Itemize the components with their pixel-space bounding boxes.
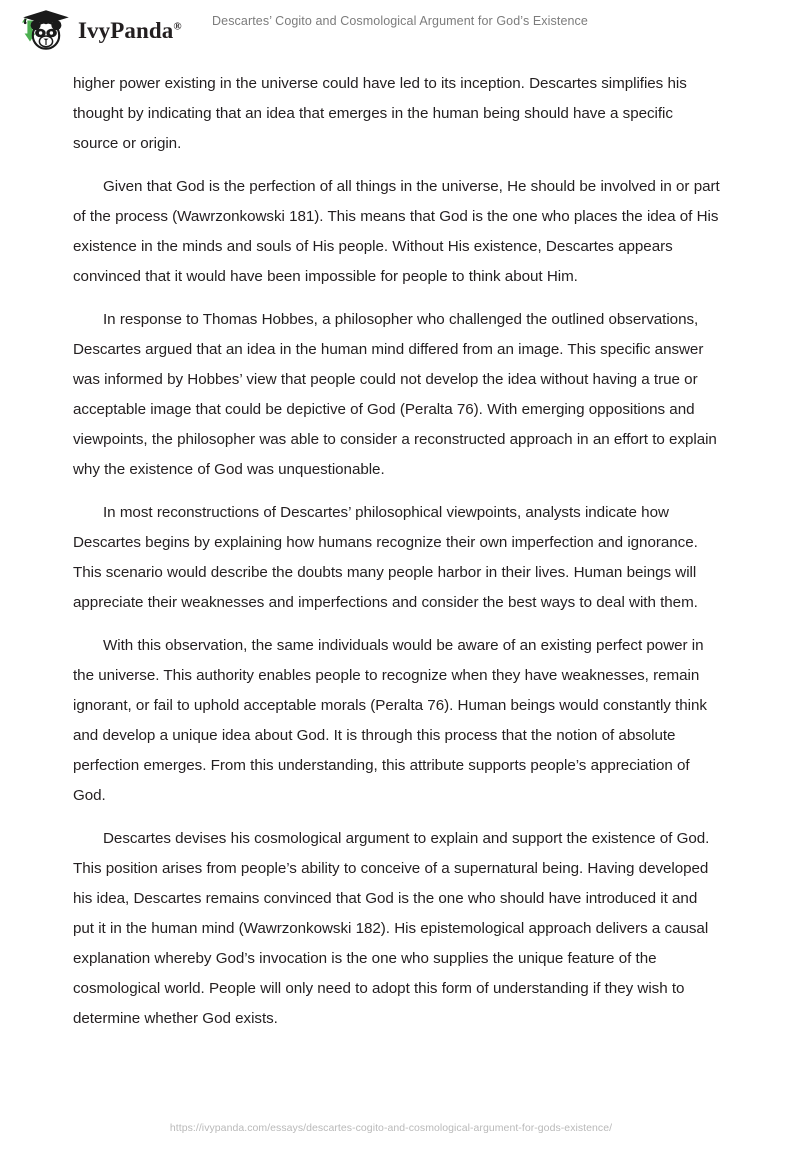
paragraph: Given that God is the perfection of all things in the universe, He should be involved in or part of the process (Wawrzonkowski 181). This means that God is the one who places the idea of His existence in the minds and souls of His people. Without His existence, Descartes appears convinced that it would have been impossible for people to think about Him. xyxy=(73,178,720,285)
registered-trademark-icon: ® xyxy=(173,19,182,32)
paragraph: higher power existing in the universe could have led to its inception. Descartes simplifies his thought by indicating that an idea that emerges in the human being should have a specific source or origin. xyxy=(73,75,687,152)
paragraph: In most reconstructions of Descartes’ philosophical viewpoints, analysts indicate how Descartes begins by explaining how humans recognize their own imperfection and ignorance. This scenario would describe the doubts many people harbor in their lives. Human beings will appreciate their weaknesses and imperfections and consider the best ways to deal with them. xyxy=(73,504,698,611)
paragraph: In response to Thomas Hobbes, a philosopher who challenged the outlined observations, Descartes argued that an idea in the human mind differed from an image. This specific answer was informed by Hobbes’ view that people could not develop the idea without having a true or acceptable image that could be depictive of God (Peralta 76). With emerging oppositions and viewpoints, the philosopher was able to consider a reconstructed approach in an effort to explain why the existence of God was unquestionable. xyxy=(73,311,717,478)
document-title-header: Descartes’ Cogito and Cosmological Argument for God’s Existence xyxy=(212,14,588,28)
document-body xyxy=(73,69,721,1047)
paragraph: With this observation, the same individuals would be aware of an existing perfect power in the universe. This authority enables people to recognize when they have weaknesses, remain ignorant, or fail to uphold acceptable morals (Peralta 76). Human beings would constantly think and develop a unique idea about God. It is through this process that the notion of absolute perfection emerges. From this understanding, this attribute supports people’s appreciation of God. xyxy=(73,637,707,804)
page-footer xyxy=(0,1118,800,1136)
page-header xyxy=(0,0,800,58)
paragraph: Descartes devises his cosmological argument to explain and support the existence of God. This position arises from people’s ability to conceive of a supernatural being. Having developed his idea, Descartes remains convinced that God is the one who should have introduced it and put it in the human mind (Wawrzonkowski 182). His epistemological approach delivers a causal explanation whereby God’s invocation is the one who supplies the unique feature of the cosmological world. People will only need to adopt this form of understanding if they wish to determine whether God exists. xyxy=(73,830,710,1027)
source-url-link[interactable]: https://ivypanda.com/essays/descartes-cogito-and-cosmological-argument-for-gods-existence/ xyxy=(169,1122,613,1134)
brand-name-text: IvyPanda xyxy=(78,17,174,43)
